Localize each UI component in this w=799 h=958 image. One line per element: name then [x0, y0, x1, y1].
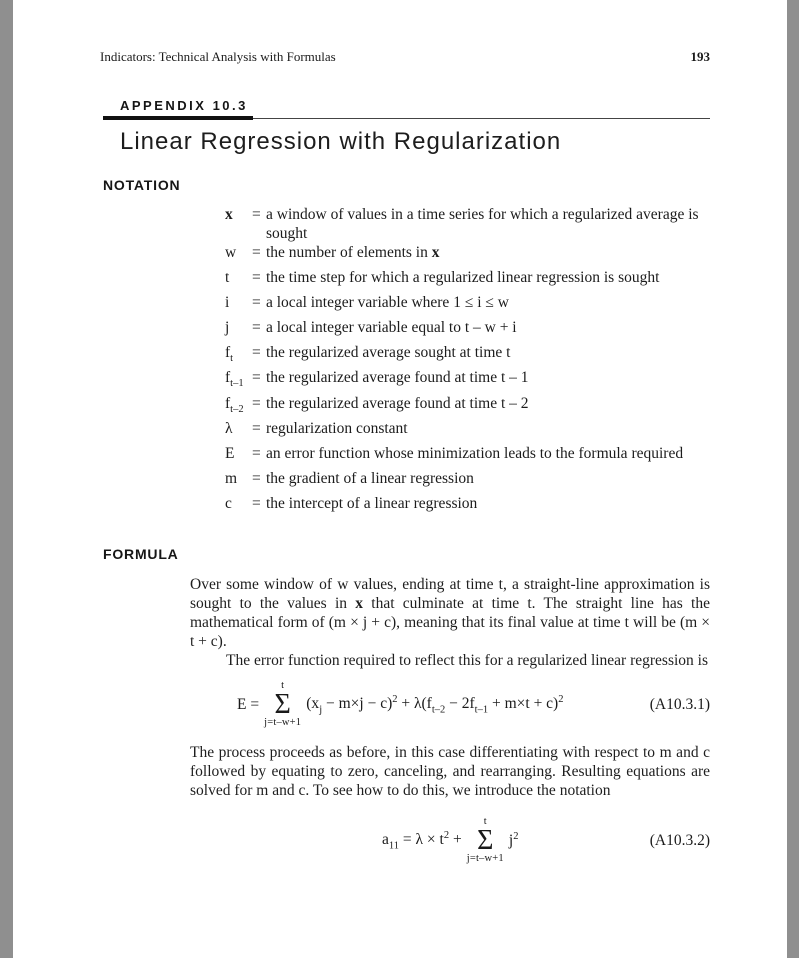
notation-definition: regularization constant — [266, 419, 408, 437]
notation-row — [225, 444, 710, 469]
formula-paragraph-2: The error function required to reflect this for a regularized linear regression is — [226, 652, 709, 670]
page-title: Linear Regression with Regularization — [120, 128, 562, 155]
notation-definition: the regularized average found at time t – 2 — [266, 394, 529, 412]
notation-row — [225, 494, 710, 519]
notation-symbol: i — [225, 294, 230, 312]
equals-sign: = — [252, 319, 261, 337]
notation-symbol: $f_t$ — [225, 344, 234, 365]
equation-A10-3-2 — [190, 814, 710, 868]
equation-A10-3-1 — [190, 676, 710, 734]
notation-symbol: w — [225, 244, 237, 261]
equals-sign: = — [252, 494, 261, 512]
notation-definition: the intercept of a linear regression — [266, 494, 478, 512]
notation-list — [225, 205, 710, 519]
notation-row — [225, 205, 710, 243]
equation-expression — [237, 681, 563, 729]
notation-symbol: t — [225, 269, 230, 287]
notation-row — [225, 343, 710, 368]
equals-sign: = — [252, 344, 261, 362]
formula-heading: FORMULA — [103, 546, 179, 563]
equals-sign: = — [252, 444, 261, 462]
summation-symbol: t Σ j=t–w+1 — [264, 680, 302, 729]
running-head — [100, 49, 710, 65]
notation-symbol: λ — [225, 419, 233, 437]
equation-label: (A10.3.2) — [649, 832, 710, 850]
equals-sign: = — [252, 269, 261, 287]
notation-symbol: E — [225, 444, 235, 462]
notation-heading: NOTATION — [103, 177, 181, 193]
notation-symbol: c — [225, 494, 232, 512]
notation-row — [225, 469, 710, 494]
equation-expression — [382, 817, 518, 865]
notation-row — [225, 293, 710, 318]
equation-body: $(x_j - m\times j - c)^2 + \lambda(f_{t-2} - 2f_{t-1} + m\times t + c)^2$ — [306, 694, 564, 716]
equals-sign: = — [252, 244, 261, 261]
notation-definition: the number of elements in x — [266, 244, 440, 261]
equals-sign: = — [252, 369, 261, 387]
notation-definition: a local integer variable where 1 ≤ i ≤ w — [266, 294, 509, 312]
equals-sign: = — [252, 394, 261, 412]
running-title: Indicators: Technical Analysis with Formulas — [100, 49, 336, 64]
notation-definition: the regularized average found at time t – 1 — [266, 369, 529, 387]
equals-sign: = — [252, 469, 261, 487]
equation-lhs: E = — [237, 696, 260, 714]
equation-label: (A10.3.1) — [649, 696, 710, 714]
book-page — [13, 0, 787, 958]
notation-definition: the time step for which a regularized linear regression is sought — [266, 269, 660, 287]
summation-symbol: t Σ j=t–w+1 — [466, 816, 504, 865]
appendix-label: APPENDIX 10.3 — [120, 98, 248, 113]
notation-symbol: j — [225, 319, 230, 337]
notation-row — [225, 368, 710, 393]
equals-sign: = — [252, 206, 261, 223]
notation-row — [225, 268, 710, 293]
notation-symbol: m — [225, 469, 238, 487]
notation-definition: the regularized average sought at time t — [266, 344, 511, 362]
notation-definition: a local integer variable equal to t – w + i — [266, 319, 517, 337]
notation-symbol: x — [225, 206, 233, 223]
equation-lhs: $a_{11} = \lambda \times t^2$ + — [382, 830, 462, 852]
notation-row — [225, 318, 710, 343]
notation-definition: an error function whose minimization leads to the formula required — [266, 444, 684, 462]
notation-row — [225, 394, 710, 419]
equation-body: $j^2$ — [508, 831, 519, 850]
notation-definition: a window of values in a time series for which a regularized average is sought — [266, 206, 699, 242]
page-number: 193 — [690, 49, 710, 64]
equals-sign: = — [252, 294, 261, 312]
notation-symbol: $f_{t-2}$ — [225, 394, 244, 415]
formula-paragraph-1: Over some window of w values, ending at time t, a straight-line approximation is sought to the values in x that culminate at time t. The straight line has the mathematical form of (m × j + c), meaning that its final value at time t will be (m × t + c). — [190, 576, 710, 651]
formula-paragraph-3: The process proceeds as before, in this case differentiating with respect to m and c followed by equating to zero, canceling, and rearranging. Resulting equations are solved for m and c. To see how to do this, we introduce the notation — [190, 744, 710, 800]
equals-sign: = — [252, 419, 261, 437]
notation-definition: the gradient of a linear regression — [266, 469, 474, 487]
appendix-heading-rule — [103, 99, 710, 119]
notation-row — [225, 243, 710, 268]
notation-row — [225, 419, 710, 444]
notation-symbol: $f_{t-1}$ — [225, 369, 244, 390]
